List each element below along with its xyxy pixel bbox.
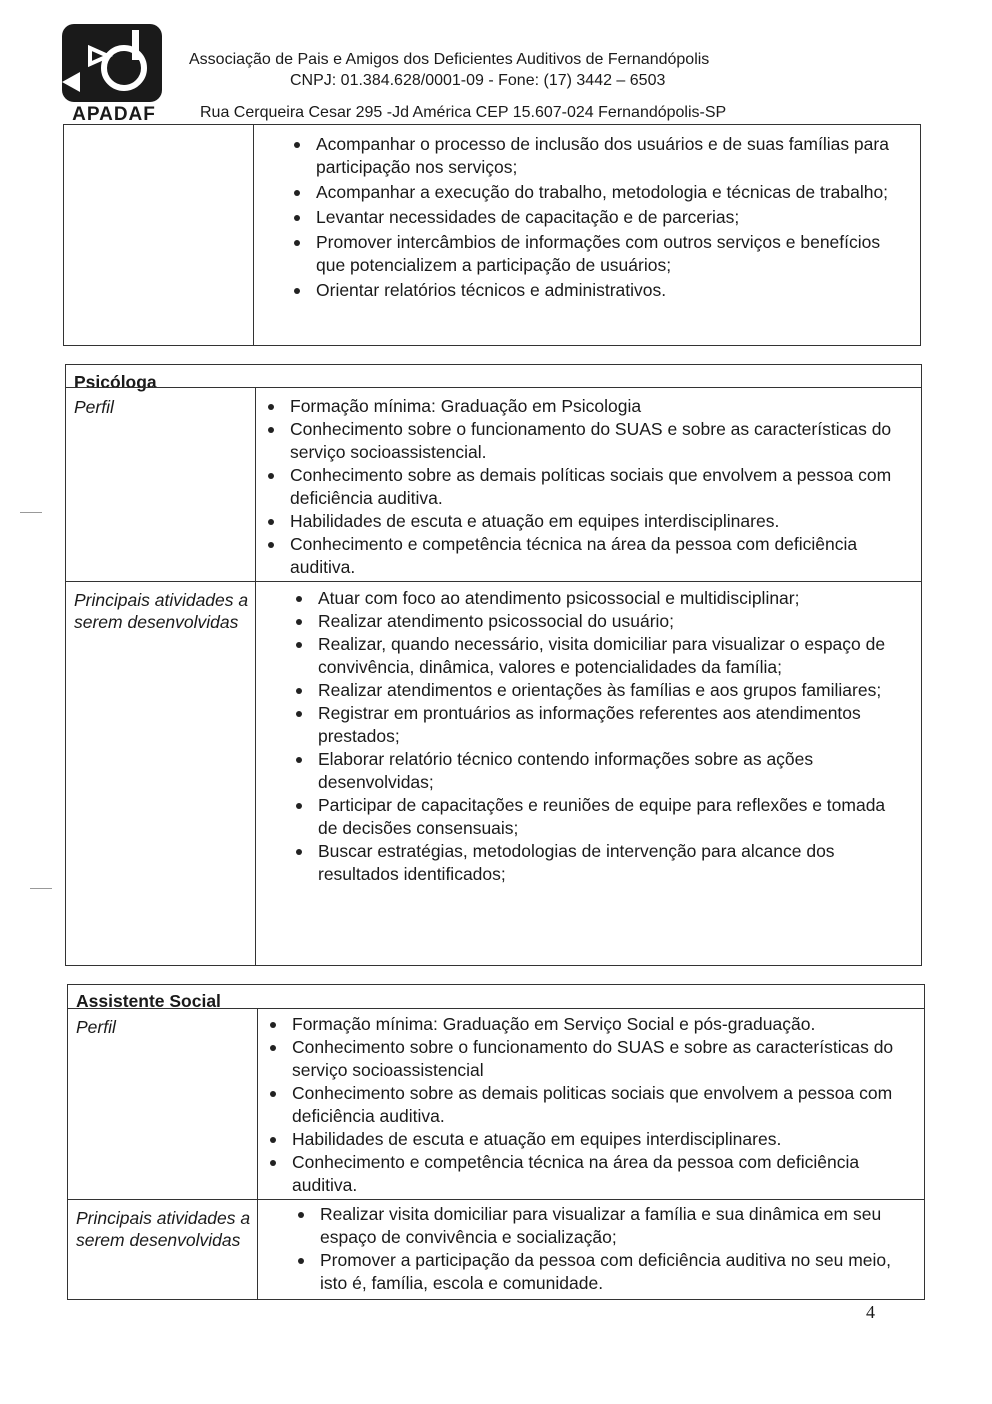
row-divider [66,581,921,582]
list-item: Levantar necessidades de capacitação e de parcerias; [286,206,906,229]
row-divider [66,387,921,388]
section-title-assistente-social: Assistente Social [76,991,221,1011]
list-item: Conhecimento e competência técnica na área da pessoa com deficiência auditiva. [262,1151,912,1197]
list-item: Acompanhar o processo de inclusão dos usuários e de suas famílias para participação nos serviços; [286,133,906,179]
list-item: Formação mínima: Graduação em Serviço Social e pós-graduação. [262,1013,912,1036]
list-item: Orientar relatórios técnicos e administrativos. [286,279,906,302]
row-divider [68,1008,924,1009]
list-item: Realizar, quando necessário, visita domiciliar para visualizar o espaço de convivência, dinâmica, valores e potencialidades da família; [288,633,908,679]
assistente-perfil-list [262,1013,912,1197]
section-title-psicologa: Psicóloga [74,372,157,392]
list-item: Registrar em prontuários as informações referentes aos atendimentos prestados; [288,702,908,748]
continuation-activities-list [286,133,906,304]
list-item: Buscar estratégias, metodologias de intervenção para alcance dos resultados identificados; [288,840,908,886]
list-item: Realizar visita domiciliar para visualizar a família e sua dinâmica em seu espaço de convivência e socialização; [290,1203,910,1249]
logo-emblem-icon [62,24,162,102]
assistente-atividades-list [290,1203,910,1295]
list-item: Acompanhar a execução do trabalho, metodologia e técnicas de trabalho; [286,181,906,204]
psicologa-perfil-list [260,395,910,579]
scan-margin-mark [30,888,52,889]
scan-margin-mark [20,512,42,513]
list-item: Conhecimento e competência técnica na área da pessoa com deficiência auditiva. [260,533,910,579]
column-divider [253,125,254,345]
list-item: Habilidades de escuta e atuação em equipes interdisciplinares. [260,510,910,533]
list-item: Realizar atendimentos e orientações às famílias e aos grupos familiares; [288,679,908,702]
apadaf-logo [58,24,168,124]
psicologa-atividades-list [288,587,908,886]
list-item: Promover a participação da pessoa com deficiência auditiva no seu meio, isto é, família, escola e comunidade. [290,1249,910,1295]
assistente-social-table [67,984,925,1300]
atividades-label: Principais atividades a serem desenvolvidas [76,1208,251,1250]
list-item: Promover intercâmbios de informações com outros serviços e benefícios que potencializem a participação de usuários; [286,231,906,277]
list-item: Conhecimento sobre as demais politicas sociais que envolvem a pessoa com deficiência auditiva. [262,1082,912,1128]
continuation-table [63,124,921,346]
list-item: Conhecimento sobre as demais políticas sociais que envolvem a pessoa com deficiência auditiva. [260,464,910,510]
list-item: Formação mínima: Graduação em Psicologia [260,395,910,418]
org-cnpj-phone: CNPJ: 01.384.628/0001-09 - Fone: (17) 3442 – 6503 [290,72,666,89]
list-item: Elaborar relatório técnico contendo informações sobre as ações desenvolvidas; [288,748,908,794]
list-item: Participar de capacitações e reuniões de equipe para reflexões e tomada de decisões consensuais; [288,794,908,840]
list-item: Conhecimento sobre o funcionamento do SUAS e sobre as características do serviço socioassistencial. [260,418,910,464]
list-item: Atuar com foco ao atendimento psicossocial e multidisciplinar; [288,587,908,610]
perfil-label: Perfil [76,1017,116,1037]
org-address: Rua Cerqueira Cesar 295 -Jd América CEP 15.607-024 Fernandópolis-SP [200,104,727,121]
list-item: Habilidades de escuta e atuação em equipes interdisciplinares. [262,1128,912,1151]
logo-text: APADAF [72,104,156,125]
perfil-label: Perfil [74,397,114,417]
list-item: Conhecimento sobre o funcionamento do SUAS e sobre as características do serviço socioassistencial [262,1036,912,1082]
org-name: Associação de Pais e Amigos dos Deficientes Auditivos de Fernandópolis [189,51,710,68]
row-divider [68,1199,924,1200]
column-divider [257,1008,258,1299]
list-item: Realizar atendimento psicossocial do usuário; [288,610,908,633]
atividades-label: Principais atividades a serem desenvolvidas [74,590,249,632]
psicologa-table [65,364,922,966]
column-divider [255,387,256,965]
page-number: 4 [866,1302,875,1322]
